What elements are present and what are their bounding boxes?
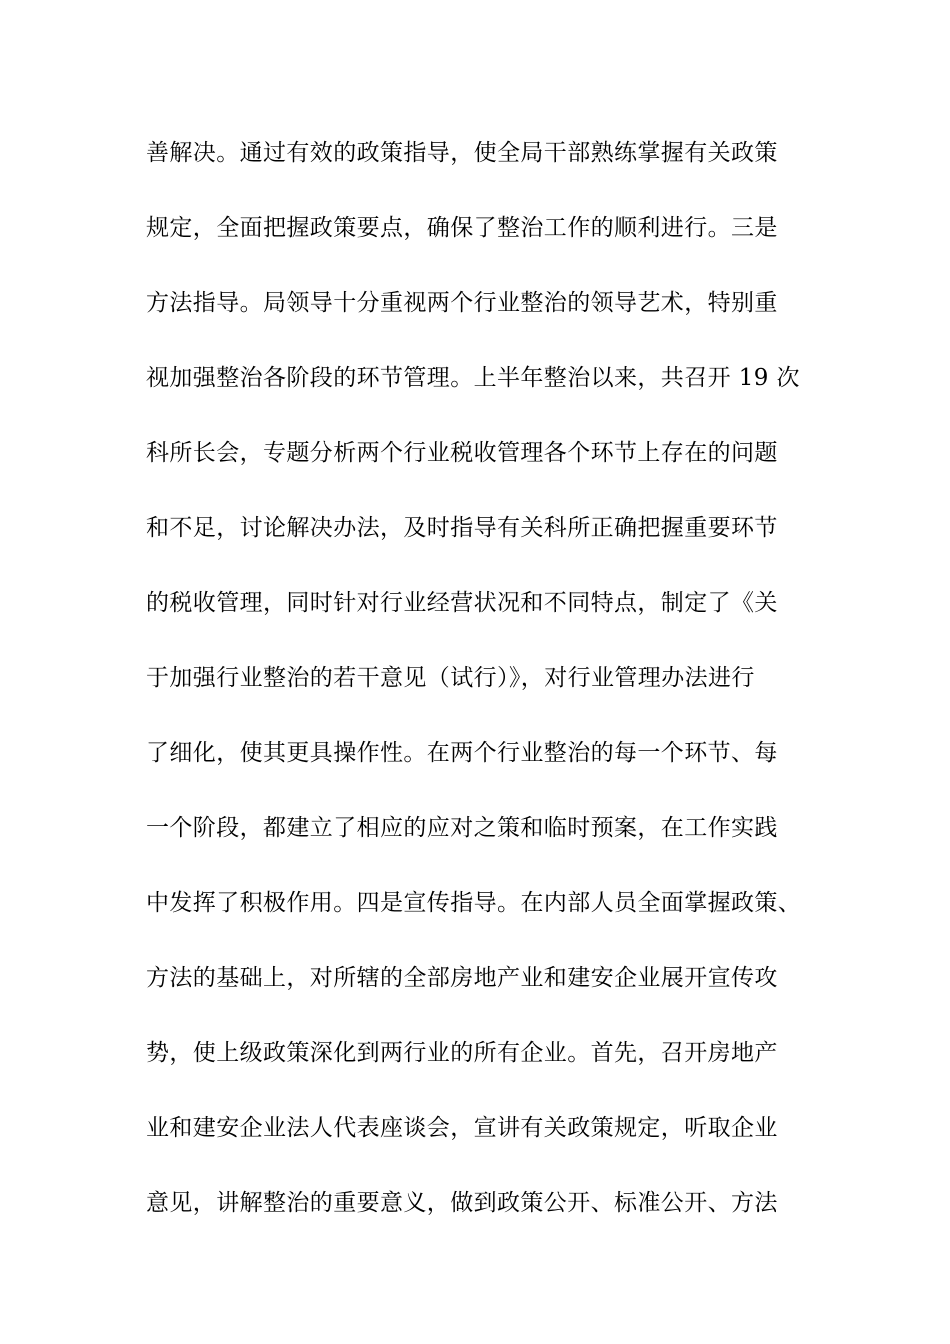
text-line-15: 意见，讲解整治的重要意义，做到政策公开、标准公开、方法 bbox=[146, 1190, 778, 1216]
text-line-5: 科所长会，专题分析两个行业税收管理各个环节上存在的问题 bbox=[146, 440, 778, 466]
text-line-3: 方法指导。局领导十分重视两个行业整治的领导艺术，特别重 bbox=[146, 290, 778, 316]
text-line-10: 一个阶段，都建立了相应的应对之策和临时预案，在工作实践 bbox=[146, 815, 778, 841]
text-line-4: 视加强整治各阶段的环节管理。上半年整治以来，共召开 19 次 bbox=[146, 365, 800, 391]
text-line-1: 善解决。通过有效的政策指导，使全局干部熟练掌握有关政策 bbox=[146, 140, 778, 166]
body-text bbox=[146, 128, 826, 1253]
text-line-6: 和不足，讨论解决办法，及时指导有关科所正确把握重要环节 bbox=[146, 515, 778, 541]
text-line-9: 了细化，使其更具操作性。在两个行业整治的每一个环节、每 bbox=[146, 740, 778, 766]
text-line-7: 的税收管理，同时针对行业经营状况和不同特点，制定了《关 bbox=[146, 590, 778, 616]
text-line-14: 业和建安企业法人代表座谈会，宣讲有关政策规定，听取企业 bbox=[146, 1115, 778, 1141]
text-line-12: 方法的基础上，对所辖的全部房地产业和建安企业展开宣传攻 bbox=[146, 965, 778, 991]
text-line-11: 中发挥了积极作用。四是宣传指导。在内部人员全面掌握政策、 bbox=[146, 890, 802, 916]
text-line-2: 规定，全面把握政策要点，确保了整治工作的顺利进行。三是 bbox=[146, 215, 778, 241]
text-line-13: 势，使上级政策深化到两行业的所有企业。首先，召开房地产 bbox=[146, 1040, 778, 1066]
text-line-8: 于加强行业整治的若干意见（试行）》，对行业管理办法进行 bbox=[146, 665, 755, 691]
